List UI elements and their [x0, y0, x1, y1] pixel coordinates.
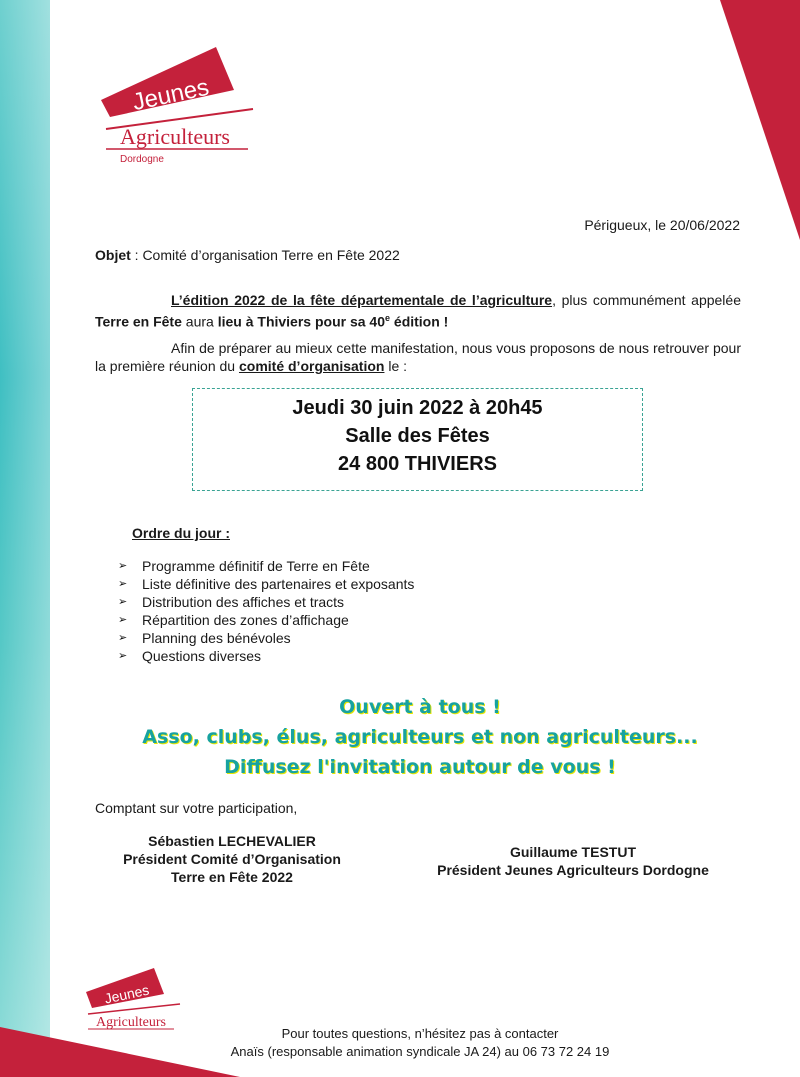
cta-share: Diffusez l'invitation autour de vous !: [224, 756, 616, 778]
subject-label: Objet: [95, 247, 131, 263]
agenda-item-label: Programme définitif de Terre en Fête: [142, 558, 370, 574]
arrow-bullet-icon: ➢: [118, 578, 128, 590]
meeting-date: Jeudi 30 juin 2022 à 20h45: [292, 397, 543, 419]
intro-location: lieu à Thiviers pour sa 40: [217, 313, 385, 330]
signature-title: Président Comité d’Organisation: [123, 851, 341, 867]
jeunes-agriculteurs-logo-small: [82, 968, 182, 1036]
arrow-bullet-icon: ➢: [118, 650, 128, 662]
logo-line2: Agriculteurs: [120, 124, 230, 149]
meeting-venue: Salle des Fêtes: [345, 425, 490, 447]
paragraph-invitation: [95, 339, 741, 375]
arrow-bullet-icon: ➢: [118, 560, 128, 572]
list-item: [118, 575, 414, 593]
agenda-title: Ordre du jour :: [132, 525, 230, 541]
list-item: [118, 557, 414, 575]
invitation-text-2: le :: [384, 358, 408, 374]
list-item: [118, 647, 414, 665]
invitation-committee: comité d’organisation: [238, 358, 385, 374]
cta-open-to-all: Ouvert à tous !: [339, 696, 501, 718]
intro-edition: édition !: [390, 313, 449, 330]
decorative-corner-top-right: [720, 0, 800, 240]
signature-title-2: Terre en Fête 2022: [171, 869, 293, 885]
meeting-details-box: [192, 388, 643, 491]
agenda-item-label: Questions diverses: [142, 648, 262, 664]
arrow-bullet-icon: ➢: [118, 632, 128, 644]
intro-event-name: Terre en Fête: [95, 313, 182, 330]
logo-line1: Jeunes: [130, 73, 212, 117]
subject-text: : Comité d’organisation Terre en Fête 2022: [130, 247, 400, 263]
closing-text: Comptant sur votre participation,: [95, 800, 298, 816]
letter-date: Périgueux, le 20/06/2022: [584, 217, 740, 233]
agenda-item-label: Liste définitive des partenaires et exposants: [142, 576, 415, 592]
list-item: [118, 611, 414, 629]
footer-line-2: Anaïs (responsable animation syndicale JA 24) au 06 73 72 24 19: [230, 1044, 610, 1059]
intro-text-2: aura: [181, 313, 218, 330]
invitation-text-1: Afin de préparer au mieux cette manifestation, nous vous proposons de nous retrouver pour la première réunion du: [95, 340, 741, 374]
logo-small-line1: Jeunes: [103, 981, 151, 1007]
list-item: [118, 593, 414, 611]
arrow-bullet-icon: ➢: [118, 614, 128, 626]
jeunes-agriculteurs-logo: [98, 45, 258, 165]
signature-name: Sébastien LECHEVALIER: [148, 833, 316, 849]
arrow-bullet-icon: ➢: [118, 596, 128, 608]
footer-line-1: Pour toutes questions, n’hésitez pas à contacter: [281, 1026, 559, 1041]
signature-president: [418, 843, 728, 879]
cta-audience: Asso, clubs, élus, agriculteurs et non agriculteurs...: [142, 726, 698, 748]
letter-subject: [95, 247, 400, 263]
meeting-city: 24 800 THIVIERS: [338, 453, 497, 475]
logo-small-line2: Agriculteurs: [96, 1015, 166, 1030]
agenda-item-label: Planning des bénévoles: [142, 630, 291, 646]
intro-highlight: L’édition 2022 de la fête départementale de l’agriculture: [171, 292, 553, 308]
paragraph-intro: [95, 291, 741, 331]
signature-name: Guillaume TESTUT: [509, 844, 636, 860]
intro-text-1: , plus communément appelée: [552, 292, 741, 308]
agenda-list: [118, 557, 414, 665]
signature-organizer: [92, 832, 372, 886]
agenda-item-label: Distribution des affiches et tracts: [142, 594, 345, 610]
logo-line3: Dordogne: [120, 154, 164, 165]
intro-superscript: e: [385, 313, 391, 323]
decorative-left-band: [0, 0, 50, 1077]
agenda-item-label: Répartition des zones d’affichage: [142, 612, 349, 628]
signature-title: Président Jeunes Agriculteurs Dordogne: [437, 862, 709, 878]
list-item: [118, 629, 414, 647]
footer-contact: [200, 1025, 640, 1061]
